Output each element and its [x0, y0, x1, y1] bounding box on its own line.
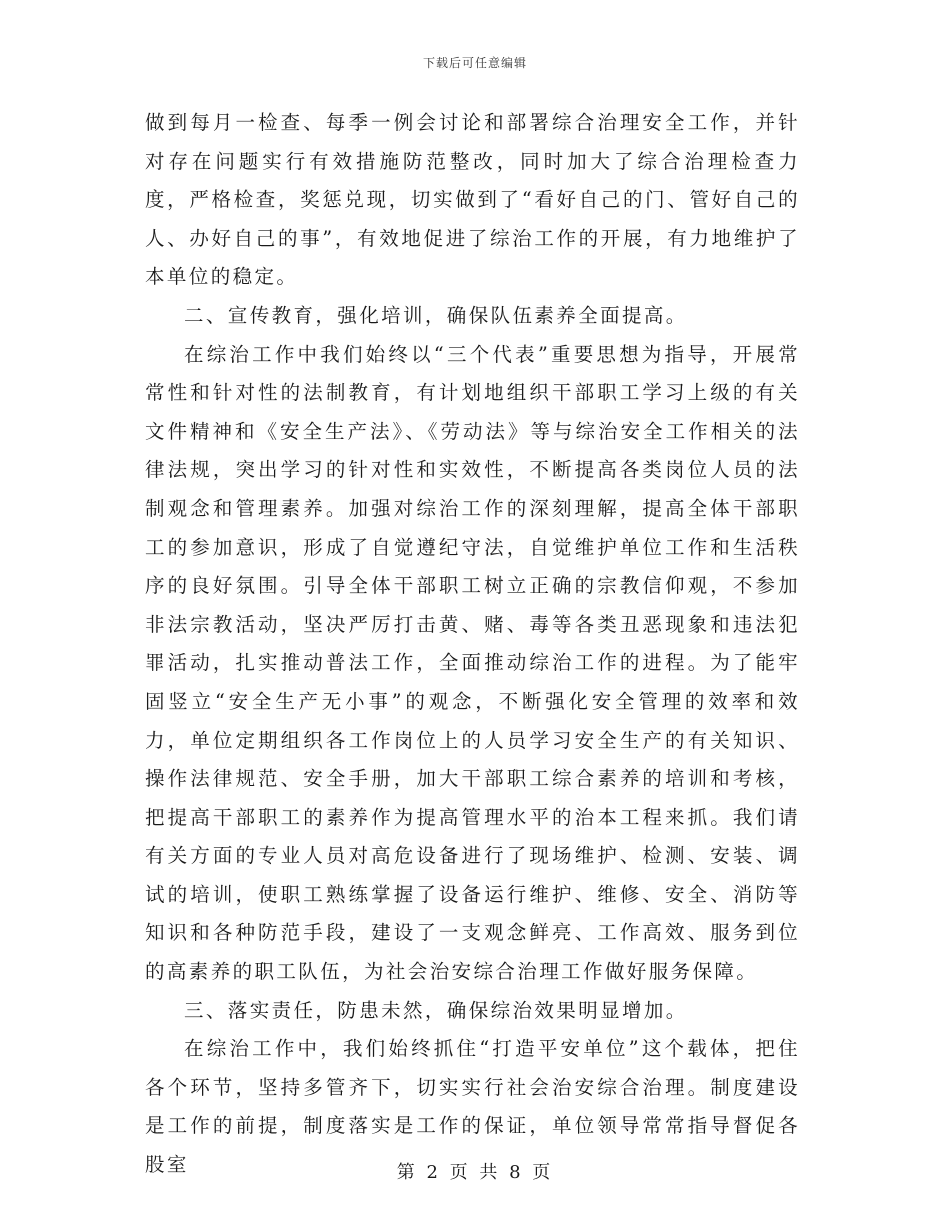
section-heading-3: 三、落实责任，防患未然，确保综治效果明显增加。: [184, 998, 688, 1022]
paragraph-continuation: 做到每月一检查、每季一例会讨论和部署综合治理安全工作，并针对存在问题实行有效措施防范整改，同时加大了综合治理检查力度，严格检查，奖惩兑现，切实做到了“看好自己的门、管好自己的人、办好自己的事”，有效地促进了综治工作的开展，有力地维护了本单位的稳定。: [145, 111, 800, 289]
page-number-footer: 第 2 页 共 8 页: [396, 1162, 554, 1183]
paragraph-responsibility: 在综治工作中，我们始终抓住“打造平安单位”这个载体，把住各个环节，坚持多管齐下，切实实行社会治安综合治理。制度建设是工作的前提，制度落实是工作的保证，单位领导常常指导督促各股室: [145, 1037, 800, 1177]
page-header-note: 下载后可任意编辑: [422, 56, 527, 70]
document-body: [145, 104, 800, 1185]
section-heading-2: 二、宣传教育，强化培训，确保队伍素养全面提高。: [184, 303, 688, 327]
paragraph-training: 在综治工作中我们始终以“三个代表”重要思想为指导，开展常常性和针对性的法制教育，有计划地组织干部职工学习上级的有关文件精神和《安全生产法》、《劳动法》等与综治安全工作相关的法律法规，突出学习的针对性和实效性，不断提高各类岗位人员的法制观念和管理素养。加强对综治工作的深刻理解，提高全体干部职工的参加意识，形成了自觉遵纪守法，自觉维护单位工作和生活秩序的良好氛围。引导全体干部职工树立正确的宗教信仰观，不参加非法宗教活动，坚决严厉打击黄、赌、毒等各类丑恶现象和违法犯罪活动，扎实推动普法工作，全面推动综治工作的进程。为了能牢固竖立“安全生产无小事”的观念，不断强化安全管理的效率和效力，单位定期组织各工作岗位上的人员学习安全生产的有关知识、操作法律规范、安全手册，加大干部职工综合素养的培训和考核，把提高干部职工的素养作为提高管理水平的治本工程来抓。我们请有关方面的专业人员对高危设备进行了现场维护、检测、安装、调试的培训，使职工熟练掌握了设备运行维护、维修、安全、消防等知识和各种防范手段，建设了一支观念鲜亮、工作高效、服务到位的高素养的职工队伍，为社会治安综合治理工作做好服务保障。: [145, 342, 800, 984]
